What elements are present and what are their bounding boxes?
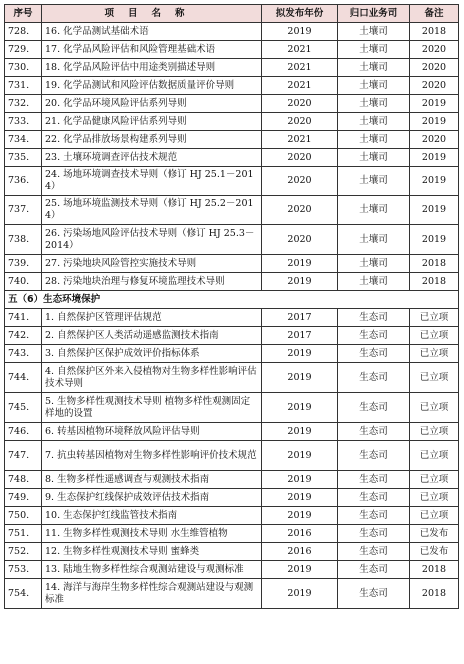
row-name: 22. 化学品排放场景构建系列导则: [42, 131, 262, 149]
row-dept: 生态司: [338, 423, 410, 441]
table-row: [5, 543, 459, 561]
row-year: 2020: [262, 196, 338, 225]
row-dept: 土壤司: [338, 255, 410, 273]
row-dept: 生态司: [338, 441, 410, 471]
soil-section-body: [5, 23, 459, 291]
row-seq: 754.: [5, 579, 42, 609]
row-name: 25. 场地环境监测技术导则（修订 HJ 25.2－2014）: [42, 196, 262, 225]
row-seq: 750.: [5, 507, 42, 525]
row-note: 已立项: [410, 423, 459, 441]
row-note: 已立项: [410, 489, 459, 507]
row-dept: 生态司: [338, 363, 410, 393]
row-name: 18. 化学品风险评估中用途类别描述导则: [42, 59, 262, 77]
section-title: 五（6）生态环境保护: [5, 291, 459, 309]
row-note: 已发布: [410, 525, 459, 543]
table-row: [5, 77, 459, 95]
row-dept: 土壤司: [338, 59, 410, 77]
row-dept: 土壤司: [338, 113, 410, 131]
table-row: [5, 423, 459, 441]
row-seq: 734.: [5, 131, 42, 149]
row-year: 2020: [262, 113, 338, 131]
row-name: 10. 生态保护红线监管技术指南: [42, 507, 262, 525]
row-seq: 733.: [5, 113, 42, 131]
row-note: 已立项: [410, 363, 459, 393]
row-year: 2019: [262, 489, 338, 507]
row-dept: 生态司: [338, 393, 410, 423]
row-dept: 生态司: [338, 525, 410, 543]
row-note: 已立项: [410, 471, 459, 489]
row-name: 26. 污染场地风险评估技术导则（修订 HJ 25.3－2014）: [42, 225, 262, 255]
row-name: 3. 自然保护区保护成效评价指标体系: [42, 345, 262, 363]
row-seq: 745.: [5, 393, 42, 423]
row-note: 已立项: [410, 345, 459, 363]
row-year: 2019: [262, 507, 338, 525]
row-dept: 土壤司: [338, 149, 410, 167]
row-year: 2021: [262, 41, 338, 59]
table-row: [5, 23, 459, 41]
row-name: 11. 生物多样性观测技术导则 水生维管植物: [42, 525, 262, 543]
header-dept: 归口业务司: [338, 5, 410, 23]
row-note: 2018: [410, 273, 459, 291]
row-seq: 737.: [5, 196, 42, 225]
table-row: [5, 327, 459, 345]
table-row: [5, 95, 459, 113]
row-note: 2020: [410, 77, 459, 95]
row-note: 2019: [410, 196, 459, 225]
row-seq: 740.: [5, 273, 42, 291]
row-note: 2018: [410, 579, 459, 609]
row-name: 23. 土壤环境调查评估技术规范: [42, 149, 262, 167]
row-note: 2018: [410, 255, 459, 273]
row-year: 2019: [262, 561, 338, 579]
row-seq: 747.: [5, 441, 42, 471]
row-name: 14. 海洋与海岸生物多样性综合观测站建设与观测标准: [42, 579, 262, 609]
row-seq: 748.: [5, 471, 42, 489]
row-seq: 736.: [5, 167, 42, 196]
header-note: 备注: [410, 5, 459, 23]
row-year: 2019: [262, 423, 338, 441]
table-row: [5, 561, 459, 579]
row-dept: 土壤司: [338, 273, 410, 291]
row-seq: 730.: [5, 59, 42, 77]
table-row: [5, 441, 459, 471]
row-dept: 土壤司: [338, 41, 410, 59]
row-dept: 土壤司: [338, 167, 410, 196]
row-note: 已立项: [410, 507, 459, 525]
row-name: 1. 自然保护区管理评估规范: [42, 309, 262, 327]
row-name: 16. 化学品测试基础术语: [42, 23, 262, 41]
row-year: 2017: [262, 309, 338, 327]
row-year: 2019: [262, 345, 338, 363]
table-row: [5, 113, 459, 131]
row-note: 2020: [410, 59, 459, 77]
row-year: 2016: [262, 543, 338, 561]
row-seq: 732.: [5, 95, 42, 113]
row-dept: 生态司: [338, 471, 410, 489]
row-name: 17. 化学品风险评估和风险管理基础术语: [42, 41, 262, 59]
header-name: 项目名称: [42, 5, 262, 23]
row-year: 2020: [262, 95, 338, 113]
row-name: 8. 生物多样性遥感调查与观测技术指南: [42, 471, 262, 489]
row-dept: 土壤司: [338, 95, 410, 113]
table-row: [5, 489, 459, 507]
row-name: 27. 污染地块风险管控实施技术导则: [42, 255, 262, 273]
row-note: 已立项: [410, 441, 459, 471]
row-year: 2019: [262, 579, 338, 609]
table-row: [5, 525, 459, 543]
table-row: [5, 167, 459, 196]
row-name: 9. 生态保护红线保护成效评估技术指南: [42, 489, 262, 507]
row-name: 24. 场地环境调查技术导则（修订 HJ 25.1－2014）: [42, 167, 262, 196]
row-dept: 生态司: [338, 561, 410, 579]
row-seq: 749.: [5, 489, 42, 507]
row-seq: 743.: [5, 345, 42, 363]
row-year: 2019: [262, 441, 338, 471]
table-row: [5, 471, 459, 489]
row-name: 6. 转基因植物环境释放风险评估导则: [42, 423, 262, 441]
row-note: 2018: [410, 561, 459, 579]
row-year: 2019: [262, 471, 338, 489]
row-dept: 生态司: [338, 543, 410, 561]
row-name: 12. 生物多样性观测技术导则 蜜蜂类: [42, 543, 262, 561]
row-note: 已发布: [410, 543, 459, 561]
row-year: 2019: [262, 255, 338, 273]
row-note: 2019: [410, 167, 459, 196]
row-dept: 生态司: [338, 507, 410, 525]
row-seq: 752.: [5, 543, 42, 561]
row-seq: 751.: [5, 525, 42, 543]
row-seq: 738.: [5, 225, 42, 255]
row-year: 2021: [262, 59, 338, 77]
row-seq: 731.: [5, 77, 42, 95]
row-seq: 728.: [5, 23, 42, 41]
row-dept: 土壤司: [338, 196, 410, 225]
row-year: 2020: [262, 167, 338, 196]
row-seq: 744.: [5, 363, 42, 393]
section-row: [5, 291, 459, 309]
row-seq: 739.: [5, 255, 42, 273]
row-year: 2021: [262, 131, 338, 149]
row-seq: 735.: [5, 149, 42, 167]
row-note: 2020: [410, 41, 459, 59]
table-row: [5, 255, 459, 273]
row-note: 2018: [410, 23, 459, 41]
row-year: 2019: [262, 273, 338, 291]
header-seq: 序号: [5, 5, 42, 23]
row-name: 4. 自然保护区外来入侵植物对生物多样性影响评估技术导则: [42, 363, 262, 393]
table-row: [5, 41, 459, 59]
table-row: [5, 579, 459, 609]
row-seq: 746.: [5, 423, 42, 441]
row-name: 2. 自然保护区人类活动遥感监测技术指南: [42, 327, 262, 345]
row-name: 19. 化学品测试和风险评估数据质量评价导则: [42, 77, 262, 95]
row-name: 21. 化学品健康风险评估系列导则: [42, 113, 262, 131]
row-note: 已立项: [410, 309, 459, 327]
row-note: 已立项: [410, 327, 459, 345]
row-year: 2019: [262, 363, 338, 393]
row-dept: 生态司: [338, 345, 410, 363]
table-row: [5, 131, 459, 149]
row-year: 2020: [262, 225, 338, 255]
row-seq: 753.: [5, 561, 42, 579]
ecology-section-header: [5, 291, 459, 309]
row-year: 2016: [262, 525, 338, 543]
row-note: 2020: [410, 131, 459, 149]
row-seq: 729.: [5, 41, 42, 59]
row-name: 20. 化学品环境风险评估系列导则: [42, 95, 262, 113]
row-year: 2019: [262, 393, 338, 423]
table-row: [5, 273, 459, 291]
row-year: 2017: [262, 327, 338, 345]
table-row: [5, 59, 459, 77]
row-name: 5. 生物多样性观测技术导则 植物多样性观测固定样地的设置: [42, 393, 262, 423]
row-dept: 土壤司: [338, 225, 410, 255]
ecology-section-body: [5, 309, 459, 609]
header-year: 拟发布年份: [262, 5, 338, 23]
table-row: [5, 225, 459, 255]
row-name: 7. 抗虫转基因植物对生物多样性影响评价技术规范: [42, 441, 262, 471]
row-seq: 742.: [5, 327, 42, 345]
row-note: 2019: [410, 113, 459, 131]
row-dept: 土壤司: [338, 131, 410, 149]
row-note: 已立项: [410, 393, 459, 423]
row-name: 28. 污染地块治理与修复环境监理技术导则: [42, 273, 262, 291]
row-seq: 741.: [5, 309, 42, 327]
row-dept: 生态司: [338, 489, 410, 507]
row-year: 2019: [262, 23, 338, 41]
row-note: 2019: [410, 149, 459, 167]
table-row: [5, 149, 459, 167]
row-dept: 土壤司: [338, 23, 410, 41]
table-row: [5, 393, 459, 423]
row-dept: 生态司: [338, 579, 410, 609]
row-dept: 生态司: [338, 327, 410, 345]
row-note: 2019: [410, 95, 459, 113]
row-note: 2019: [410, 225, 459, 255]
row-dept: 土壤司: [338, 77, 410, 95]
table-row: [5, 345, 459, 363]
table-row: [5, 196, 459, 225]
table-row: [5, 507, 459, 525]
row-year: 2020: [262, 149, 338, 167]
row-name: 13. 陆地生物多样性综合观测站建设与观测标准: [42, 561, 262, 579]
header-row: [5, 5, 459, 23]
standards-table: [4, 4, 459, 609]
row-dept: 生态司: [338, 309, 410, 327]
table-row: [5, 363, 459, 393]
table-row: [5, 309, 459, 327]
row-year: 2021: [262, 77, 338, 95]
